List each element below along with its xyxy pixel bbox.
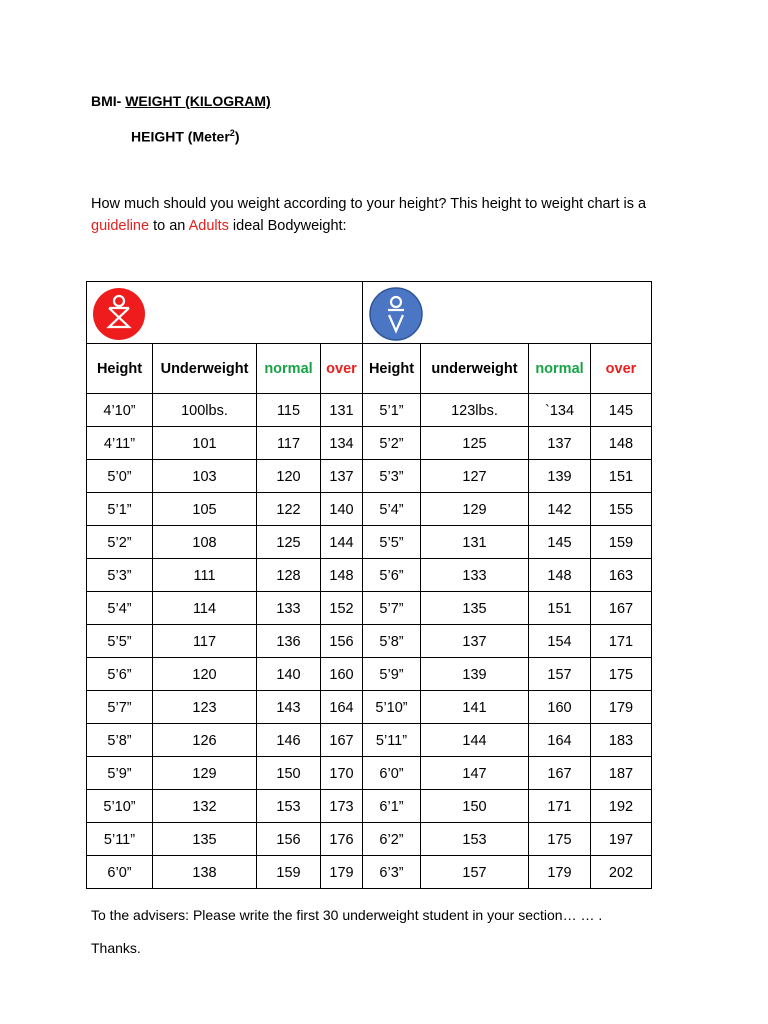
cell-female-normal: 156 (257, 823, 321, 856)
cell-male-height: 6’2” (363, 823, 421, 856)
cell-male-over: 197 (591, 823, 652, 856)
cell-female-height: 4’10” (87, 394, 153, 427)
cell-female-normal: 136 (257, 625, 321, 658)
cell-female-height: 5’2” (87, 526, 153, 559)
cell-female-normal: 153 (257, 790, 321, 823)
height-weight-table (86, 281, 652, 889)
cell-male-height: 6’3” (363, 856, 421, 889)
table-row (87, 526, 652, 559)
cell-female-over: 173 (321, 790, 363, 823)
cell-male-height: 5’2” (363, 427, 421, 460)
female-icon-cell (87, 282, 363, 344)
cell-male-normal: 139 (529, 460, 591, 493)
cell-male-height: 6’0” (363, 757, 421, 790)
header-male-height: Height (363, 344, 421, 394)
table-row (87, 493, 652, 526)
cell-male-normal: 167 (529, 757, 591, 790)
cell-male-normal: 179 (529, 856, 591, 889)
cell-female-underweight: 138 (153, 856, 257, 889)
cell-male-over: 151 (591, 460, 652, 493)
table-row (87, 856, 652, 889)
cell-male-over: 171 (591, 625, 652, 658)
cell-female-height: 5’9” (87, 757, 153, 790)
cell-female-normal: 120 (257, 460, 321, 493)
cell-male-normal: 151 (529, 592, 591, 625)
cell-female-underweight: 114 (153, 592, 257, 625)
cell-male-over: 145 (591, 394, 652, 427)
cell-female-normal: 117 (257, 427, 321, 460)
table-row (87, 724, 652, 757)
cell-female-underweight: 100lbs. (153, 394, 257, 427)
intro-rest: ideal Bodyweight: (228, 218, 347, 234)
table-row (87, 427, 652, 460)
height-label-close: ) (234, 128, 240, 145)
cell-female-underweight: 103 (153, 460, 257, 493)
cell-male-over: 148 (591, 427, 652, 460)
cell-male-height: 5’5” (363, 526, 421, 559)
cell-female-height: 5’1” (87, 493, 153, 526)
cell-female-height: 5’8” (87, 724, 153, 757)
cell-male-over: 192 (591, 790, 652, 823)
cell-female-height: 5’5” (87, 625, 153, 658)
table-row (87, 394, 652, 427)
cell-male-normal: 154 (529, 625, 591, 658)
height-label: HEIGHT (Meter (131, 128, 230, 145)
cell-male-over: 163 (591, 559, 652, 592)
bmi-prefix: BMI- (91, 93, 126, 109)
cell-female-underweight: 132 (153, 790, 257, 823)
cell-female-over: 164 (321, 691, 363, 724)
cell-male-over: 175 (591, 658, 652, 691)
cell-male-underweight: 147 (421, 757, 529, 790)
guideline-word: guideline (91, 218, 150, 234)
table-row (87, 592, 652, 625)
cell-female-height: 5’11” (87, 823, 153, 856)
cell-male-over: 155 (591, 493, 652, 526)
female-icon (92, 287, 146, 341)
cell-female-height: 5’3” (87, 559, 153, 592)
cell-female-height: 4’11” (87, 427, 153, 460)
male-icon-cell (363, 282, 652, 344)
header-female-normal: normal (257, 344, 321, 394)
cell-female-normal: 150 (257, 757, 321, 790)
header-female-underweight: Underweight (153, 344, 257, 394)
cell-male-underweight: 127 (421, 460, 529, 493)
table-row (87, 559, 652, 592)
cell-male-underweight: 129 (421, 493, 529, 526)
cell-female-height: 5’7” (87, 691, 153, 724)
cell-male-over: 202 (591, 856, 652, 889)
table-row (87, 757, 652, 790)
height-exponent: 2 (229, 128, 235, 138)
cell-male-underweight: 131 (421, 526, 529, 559)
table-row (87, 691, 652, 724)
cell-male-underweight: 133 (421, 559, 529, 592)
cell-male-normal: 142 (529, 493, 591, 526)
cell-male-normal: 137 (529, 427, 591, 460)
cell-male-height: 5’8” (363, 625, 421, 658)
table-row (87, 625, 652, 658)
table-row (87, 790, 652, 823)
cell-female-over: 148 (321, 559, 363, 592)
advisers-note: To the advisers: Please write the first 30 underweight student in your section… … . (91, 907, 603, 923)
cell-female-normal: 133 (257, 592, 321, 625)
cell-male-underweight: 144 (421, 724, 529, 757)
cell-female-over: 134 (321, 427, 363, 460)
cell-male-height: 5’6” (363, 559, 421, 592)
cell-female-over: 156 (321, 625, 363, 658)
cell-female-over: 137 (321, 460, 363, 493)
cell-male-underweight: 153 (421, 823, 529, 856)
cell-female-normal: 115 (257, 394, 321, 427)
adults-word: Adults (188, 218, 229, 234)
cell-female-underweight: 129 (153, 757, 257, 790)
intro-paragraph (91, 193, 691, 237)
cell-female-height: 5’6” (87, 658, 153, 691)
header-male-underweight: underweight (421, 344, 529, 394)
cell-male-height: 5’9” (363, 658, 421, 691)
cell-female-normal: 125 (257, 526, 321, 559)
cell-female-underweight: 135 (153, 823, 257, 856)
cell-male-underweight: 157 (421, 856, 529, 889)
cell-male-underweight: 125 (421, 427, 529, 460)
cell-male-underweight: 135 (421, 592, 529, 625)
cell-female-underweight: 123 (153, 691, 257, 724)
cell-male-height: 5’1” (363, 394, 421, 427)
intro-line1: How much should you weight according to your height? This height to weight chart is a (91, 196, 647, 212)
cell-female-underweight: 101 (153, 427, 257, 460)
cell-male-over: 183 (591, 724, 652, 757)
cell-male-normal: 145 (529, 526, 591, 559)
cell-male-height: 5’11” (363, 724, 421, 757)
cell-female-over: 179 (321, 856, 363, 889)
cell-female-underweight: 126 (153, 724, 257, 757)
cell-female-height: 5’10” (87, 790, 153, 823)
cell-male-normal: 148 (529, 559, 591, 592)
cell-female-normal: 140 (257, 658, 321, 691)
cell-male-underweight: 141 (421, 691, 529, 724)
cell-female-normal: 143 (257, 691, 321, 724)
bmi-formula-numerator (91, 93, 271, 109)
cell-male-normal: 171 (529, 790, 591, 823)
thanks-text: Thanks. (91, 940, 141, 956)
cell-female-height: 5’4” (87, 592, 153, 625)
cell-female-over: 140 (321, 493, 363, 526)
cell-male-normal: 160 (529, 691, 591, 724)
header-row (87, 344, 652, 394)
header-male-normal: normal (529, 344, 591, 394)
male-icon (368, 287, 424, 341)
table-row (87, 823, 652, 856)
cell-female-over: 170 (321, 757, 363, 790)
cell-female-over: 131 (321, 394, 363, 427)
icon-row (87, 282, 652, 344)
cell-male-normal: `134 (529, 394, 591, 427)
cell-male-underweight: 139 (421, 658, 529, 691)
cell-male-height: 5’4” (363, 493, 421, 526)
intro-to-an: to an (149, 218, 189, 234)
cell-female-underweight: 108 (153, 526, 257, 559)
cell-female-height: 5’0” (87, 460, 153, 493)
cell-female-underweight: 120 (153, 658, 257, 691)
cell-female-normal: 122 (257, 493, 321, 526)
cell-male-underweight: 150 (421, 790, 529, 823)
bmi-formula-denominator (131, 128, 239, 145)
cell-male-over: 159 (591, 526, 652, 559)
cell-female-normal: 128 (257, 559, 321, 592)
cell-female-over: 167 (321, 724, 363, 757)
cell-male-over: 187 (591, 757, 652, 790)
cell-male-height: 6’1” (363, 790, 421, 823)
cell-male-height: 5’7” (363, 592, 421, 625)
cell-female-over: 152 (321, 592, 363, 625)
cell-male-height: 5’10” (363, 691, 421, 724)
header-female-height: Height (87, 344, 153, 394)
cell-female-underweight: 117 (153, 625, 257, 658)
cell-female-underweight: 105 (153, 493, 257, 526)
cell-female-underweight: 111 (153, 559, 257, 592)
cell-female-over: 176 (321, 823, 363, 856)
table-row (87, 460, 652, 493)
cell-male-over: 179 (591, 691, 652, 724)
cell-female-over: 144 (321, 526, 363, 559)
table-row (87, 658, 652, 691)
weight-label: WEIGHT (KILOGRAM) (125, 93, 271, 109)
cell-male-over: 167 (591, 592, 652, 625)
cell-male-normal: 175 (529, 823, 591, 856)
cell-male-normal: 157 (529, 658, 591, 691)
cell-male-normal: 164 (529, 724, 591, 757)
cell-female-over: 160 (321, 658, 363, 691)
header-male-over: over (591, 344, 652, 394)
cell-female-normal: 146 (257, 724, 321, 757)
cell-male-underweight: 137 (421, 625, 529, 658)
header-female-over: over (321, 344, 363, 394)
cell-male-height: 5’3” (363, 460, 421, 493)
cell-female-normal: 159 (257, 856, 321, 889)
cell-female-height: 6’0” (87, 856, 153, 889)
cell-male-underweight: 123lbs. (421, 394, 529, 427)
